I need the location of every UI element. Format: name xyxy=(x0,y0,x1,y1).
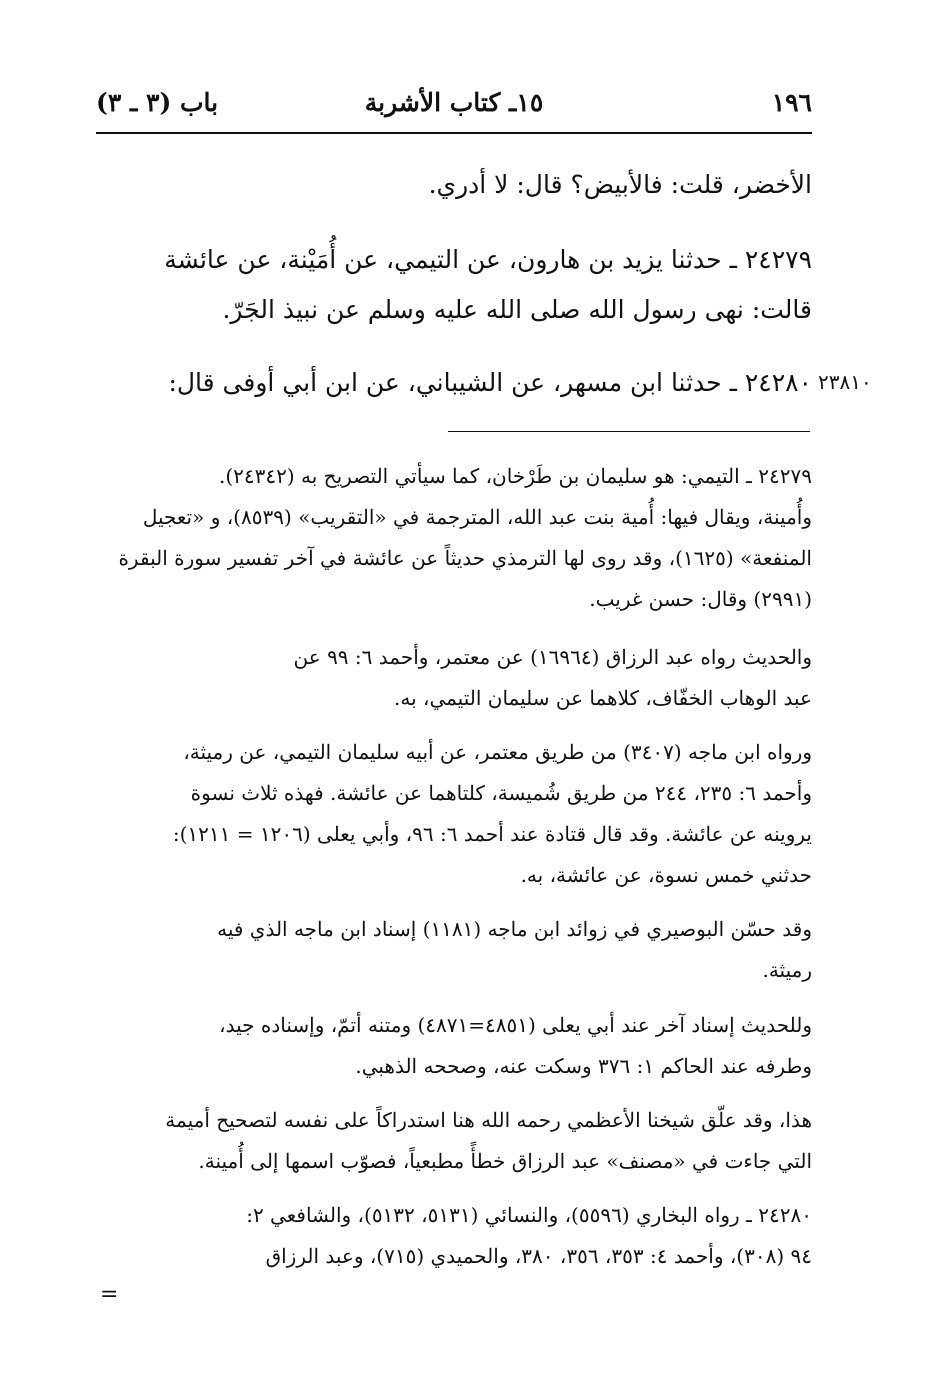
footnote-line: وللحديث إسناد آخر عند أبي يعلى (٤٨٥١=٤٨٧١) ومتنه أتمّ، وإسناده جيد، xyxy=(219,1013,812,1037)
continuation-mark: = xyxy=(100,1282,119,1307)
footnote-line: التي جاءت في «مصنف» عبد الرزاق خطأً مطبعياً، فصوّب اسمها إلى أُمينة. xyxy=(198,1149,812,1173)
footnote-line: رميثة. xyxy=(762,958,812,982)
footnote-line: ٢٤٢٨٠ ـ رواه البخاري (٥٥٩٦)، والنسائي (٥١٣١، ٥١٣٢)، والشافعي ٢: xyxy=(246,1203,812,1227)
footnote-line: والحديث رواه عبد الرزاق (١٦٩٦٤) عن معتمر، وأحمد ٦: ٩٩ عن xyxy=(293,645,812,669)
footnote-line: (٢٩٩١) وقال: حسن غريب. xyxy=(589,587,812,611)
main-line: الأخضر، قلت: فالأبيض؟ قال: لا أدري. xyxy=(428,170,812,199)
footnote-line: وطرفه عند الحاكم ١: ٣٧٦ وسكت عنه، وصححه الذهبي. xyxy=(355,1054,812,1078)
running-header xyxy=(96,88,812,128)
main-line: ٢٤٢٧٩ ـ حدثنا يزيد بن هارون، عن التيمي، عن أُمَيْنة، عن عائشة xyxy=(164,245,812,274)
main-line: قالت: نهى رسول الله صلى الله عليه وسلم عن نبيذ الجَرّ. xyxy=(222,295,812,324)
bab-label: باب (٣ ـ ٣) xyxy=(96,88,219,117)
book-title: ١٥ـ كتاب الأشربة xyxy=(364,88,544,117)
footnote-line: وقد حسّن البوصيري في زوائد ابن ماجه (١١٨١) إسناد ابن ماجه الذي فيه xyxy=(217,917,812,941)
header-rule xyxy=(96,132,812,134)
footnote-line: ٢٤٢٧٩ ـ التيمي: هو سليمان بن طَرْخان، كما سيأتي التصريح به (٢٤٣٤٢). xyxy=(218,464,812,488)
footnote-line: المنفعة» (١٦٢٥)، وقد روى لها الترمذي حديثاً عن عائشة في آخر تفسير سورة البقرة xyxy=(118,546,812,570)
footnote-rule xyxy=(448,431,810,432)
page-number: ١٩٦ xyxy=(771,88,812,117)
main-line: ٢٤٢٨٠ ـ حدثنا ابن مسهر، عن الشيباني، عن ابن أبي أوفى قال: xyxy=(168,368,812,397)
footnote-line: يروينه عن عائشة. وقد قال قتادة عند أحمد ٦: ٩٦، وأبي يعلى (١٢٠٦ = ١٢١١): xyxy=(172,822,812,846)
footnote-line: هذا، وقد علّق شيخنا الأعظمي رحمه الله هنا استدراكاً على نفسه لتصحيح أميمة xyxy=(165,1108,812,1132)
footnote-line: عبد الوهاب الخفّاف، كلاهما عن سليمان التيمي، به. xyxy=(393,686,812,710)
margin-reference: ٢٣٨١٠ xyxy=(818,370,872,394)
footnote-line: وأُمينة، ويقال فيها: أُمية بنت عبد الله، المترجمة في «التقريب» (٨٥٣٩)، و «تعجيل xyxy=(142,505,812,529)
footnote-line: ورواه ابن ماجه (٣٤٠٧) من طريق معتمر، عن أبيه سليمان التيمي، عن رميثة، xyxy=(183,740,812,764)
footnote-line: وأحمد ٦: ٢٣٥، ٢٤٤ من طريق شُميسة، كلتاهما عن عائشة. فهذه ثلاث نسوة xyxy=(190,781,812,805)
footnote-line: ٩٤ (٣٠٨)، وأحمد ٤: ٣٥٣، ٣٥٦، ٣٨٠، والحميدي (٧١٥)، وعبد الرزاق xyxy=(265,1244,812,1268)
footnote-line: حدثني خمس نسوة، عن عائشة، به. xyxy=(520,863,812,887)
